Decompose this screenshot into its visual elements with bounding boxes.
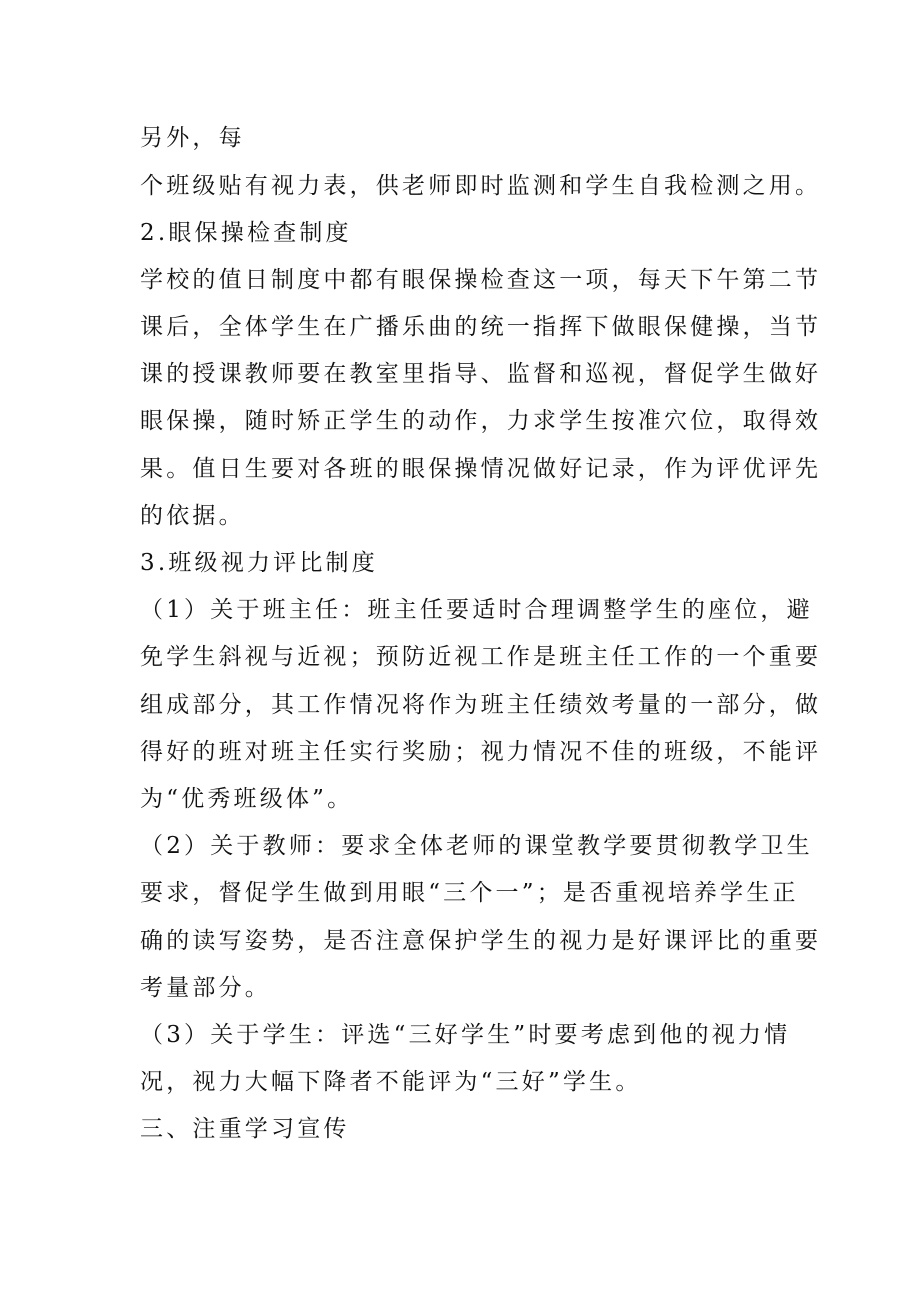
text-line: （1）关于班主任：班主任要适时合理调整学生的座位，避 xyxy=(140,597,813,623)
text-line: 况，视力大幅下降者不能评为“三好”学生。 xyxy=(140,1069,642,1095)
text-line: 眼保操，随时矫正学生的动作，力求学生按准穴位，取得效 xyxy=(140,408,822,434)
text-line: 课后，全体学生在广播乐曲的统一指挥下做眼保健操，当节 xyxy=(140,314,822,340)
text-line: 要求，督促学生做到用眼“三个一”；是否重视培养学生正 xyxy=(140,880,799,906)
text-line: 果。值日生要对各班的眼保操情况做好记录，作为评优评先 xyxy=(140,456,822,482)
text-line: 组成部分，其工作情况将作为班主任绩效考量的一部分，做 xyxy=(140,692,822,718)
text-line: 免学生斜视与近视；预防近视工作是班主任工作的一个重要 xyxy=(140,644,822,670)
section-heading: 3.班级视力评比制度 xyxy=(140,550,378,576)
text-line: （3）关于学生：评选“三好学生”时要考虑到他的视力情 xyxy=(140,1022,791,1048)
text-line: 的依据。 xyxy=(140,503,245,529)
text-line: 考量部分。 xyxy=(140,975,271,1001)
text-line: 个班级贴有视力表，供老师即时监测和学生自我检测之用。 xyxy=(140,173,822,199)
text-line: （2）关于教师：要求全体老师的课堂教学要贯彻教学卫生 xyxy=(140,833,813,859)
section-heading: 2.眼保操检查制度 xyxy=(140,220,352,246)
text-line: 课的授课教师要在教室里指导、监督和巡视，督促学生做好 xyxy=(140,361,822,387)
text-line: 另外，每 xyxy=(140,125,245,151)
section-heading: 三、注重学习宣传 xyxy=(140,1116,350,1142)
text-line: 学校的值日制度中都有眼保操检查这一项，每天下午第二节 xyxy=(140,267,822,293)
text-line: 确的读写姿势，是否注意保护学生的视力是好课评比的重要 xyxy=(140,928,822,954)
text-line: 为“优秀班级体”。 xyxy=(140,786,354,812)
text-line: 得好的班对班主任实行奖励；视力情况不佳的班级，不能评 xyxy=(140,739,822,765)
